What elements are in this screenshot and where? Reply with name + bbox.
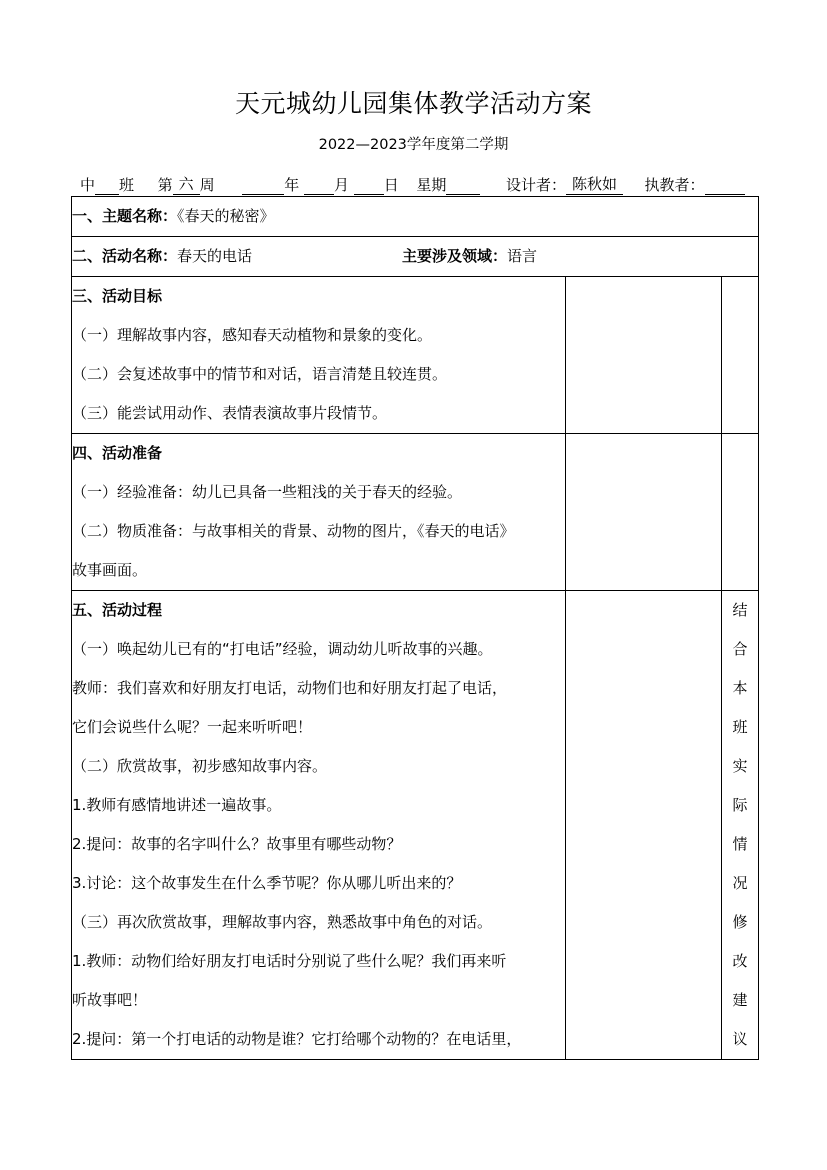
domain-label: 主要涉及领域： — [402, 247, 508, 265]
revision-suggestion-column — [722, 591, 759, 1060]
theme-value: 《春天的秘密》 — [177, 207, 275, 225]
process-notes-cell — [566, 591, 722, 1060]
process-line: 教师：我们喜欢和好朋友打电话，动物们也和好朋友打起了电话， — [72, 679, 508, 697]
class-blank — [95, 178, 119, 195]
goal-line: （二）会复述故事中的情节和对话，语言清楚且较连贯。 — [72, 365, 448, 383]
info-row — [80, 173, 745, 193]
process-line: 听故事吧！ — [72, 991, 148, 1009]
process-line: （三）再次欣赏故事，理解故事内容，熟悉故事中角色的对话。 — [72, 913, 493, 931]
teacher-blank — [705, 178, 745, 195]
theme-label: 一、主题名称： — [72, 207, 178, 225]
week-suffix: 周 — [199, 176, 215, 194]
process-line: 1.教师有感情地讲述一遍故事。 — [72, 796, 282, 814]
side-note-char: 改 — [732, 952, 748, 970]
process-line: 2.提问：故事的名字叫什么？故事里有哪些动物？ — [72, 835, 402, 853]
side-note-char: 情 — [732, 835, 748, 853]
preparation-line: 故事画面。 — [72, 561, 148, 579]
process-heading: 五、活动过程 — [72, 601, 163, 619]
day-blank — [354, 178, 384, 195]
process-line: 它们会说些什么呢？一起来听听吧！ — [72, 718, 313, 736]
side-note-char: 实 — [732, 757, 748, 775]
process-row — [72, 591, 759, 1060]
month-label: 月 — [334, 176, 350, 194]
goal-line: （一）理解故事内容，感知春天动植物和景象的变化。 — [72, 326, 433, 344]
goals-row — [72, 277, 759, 434]
side-note-char: 议 — [732, 1030, 748, 1048]
weekday-label: 星期 — [416, 176, 447, 194]
day-label: 日 — [383, 176, 399, 194]
preparation-line: （二）物质准备：与故事相关的背景、动物的图片，《春天的电话》 — [72, 522, 515, 540]
designer-label: 设计者： — [505, 176, 566, 194]
preparation-line: （一）经验准备：幼儿已具备一些粗浅的关于春天的经验。 — [72, 483, 463, 501]
goal-line: （三）能尝试用动作、表情表演故事片段情节。 — [72, 404, 388, 422]
semester-subtitle: 2022—2023学年度第二学期 — [318, 137, 509, 153]
teacher-label: 执教者： — [644, 176, 705, 194]
activity-name-value: 春天的电话 — [177, 247, 253, 265]
process-line: （二）欣赏故事，初步感知故事内容。 — [72, 757, 328, 775]
side-note-char: 合 — [732, 640, 748, 658]
preparation-notes-cell — [566, 434, 722, 591]
side-note-char: 修 — [732, 913, 748, 931]
domain-value: 语言 — [507, 247, 538, 265]
year-blank — [242, 178, 284, 195]
theme-row — [72, 197, 759, 237]
process-line: （一）唤起幼儿已有的“打电话”经验，调动幼儿听故事的兴趣。 — [72, 640, 493, 658]
year-label: 年 — [284, 176, 300, 194]
activity-name-row — [72, 237, 759, 277]
month-blank — [304, 178, 334, 195]
designer-value: 陈秋如 — [566, 173, 623, 195]
page-title: 天元城幼儿园集体教学活动方案 — [234, 89, 592, 118]
side-note-char: 际 — [732, 796, 748, 814]
process-line: 1.教师：动物们给好朋友打电话时分别说了些什么呢？我们再来听 — [72, 952, 507, 970]
class-value: 中 — [80, 176, 96, 194]
class-label: 班 — [119, 176, 135, 194]
preparation-side-cell — [722, 434, 759, 591]
goals-side-cell — [722, 277, 759, 434]
goals-heading: 三、活动目标 — [72, 287, 163, 305]
process-line: 2.提问：第一个打电话的动物是谁？它打给哪个动物的？在电话里， — [72, 1030, 522, 1048]
side-note-char: 班 — [732, 718, 748, 736]
process-line: 3.讨论：这个故事发生在什么季节呢？你从哪儿听出来的？ — [72, 874, 462, 892]
week-value: 六 — [173, 173, 200, 195]
preparation-row — [72, 434, 759, 591]
week-prefix: 第 — [157, 176, 173, 194]
side-note-char: 结 — [732, 601, 748, 619]
side-note-char: 本 — [732, 679, 748, 697]
weekday-blank — [446, 178, 480, 195]
side-note-char: 况 — [732, 874, 748, 892]
activity-name-label: 二、活动名称： — [72, 247, 178, 265]
goals-notes-cell — [566, 277, 722, 434]
preparation-heading: 四、活动准备 — [72, 444, 163, 462]
side-note-char: 建 — [732, 991, 748, 1009]
plan-table — [71, 196, 759, 1060]
